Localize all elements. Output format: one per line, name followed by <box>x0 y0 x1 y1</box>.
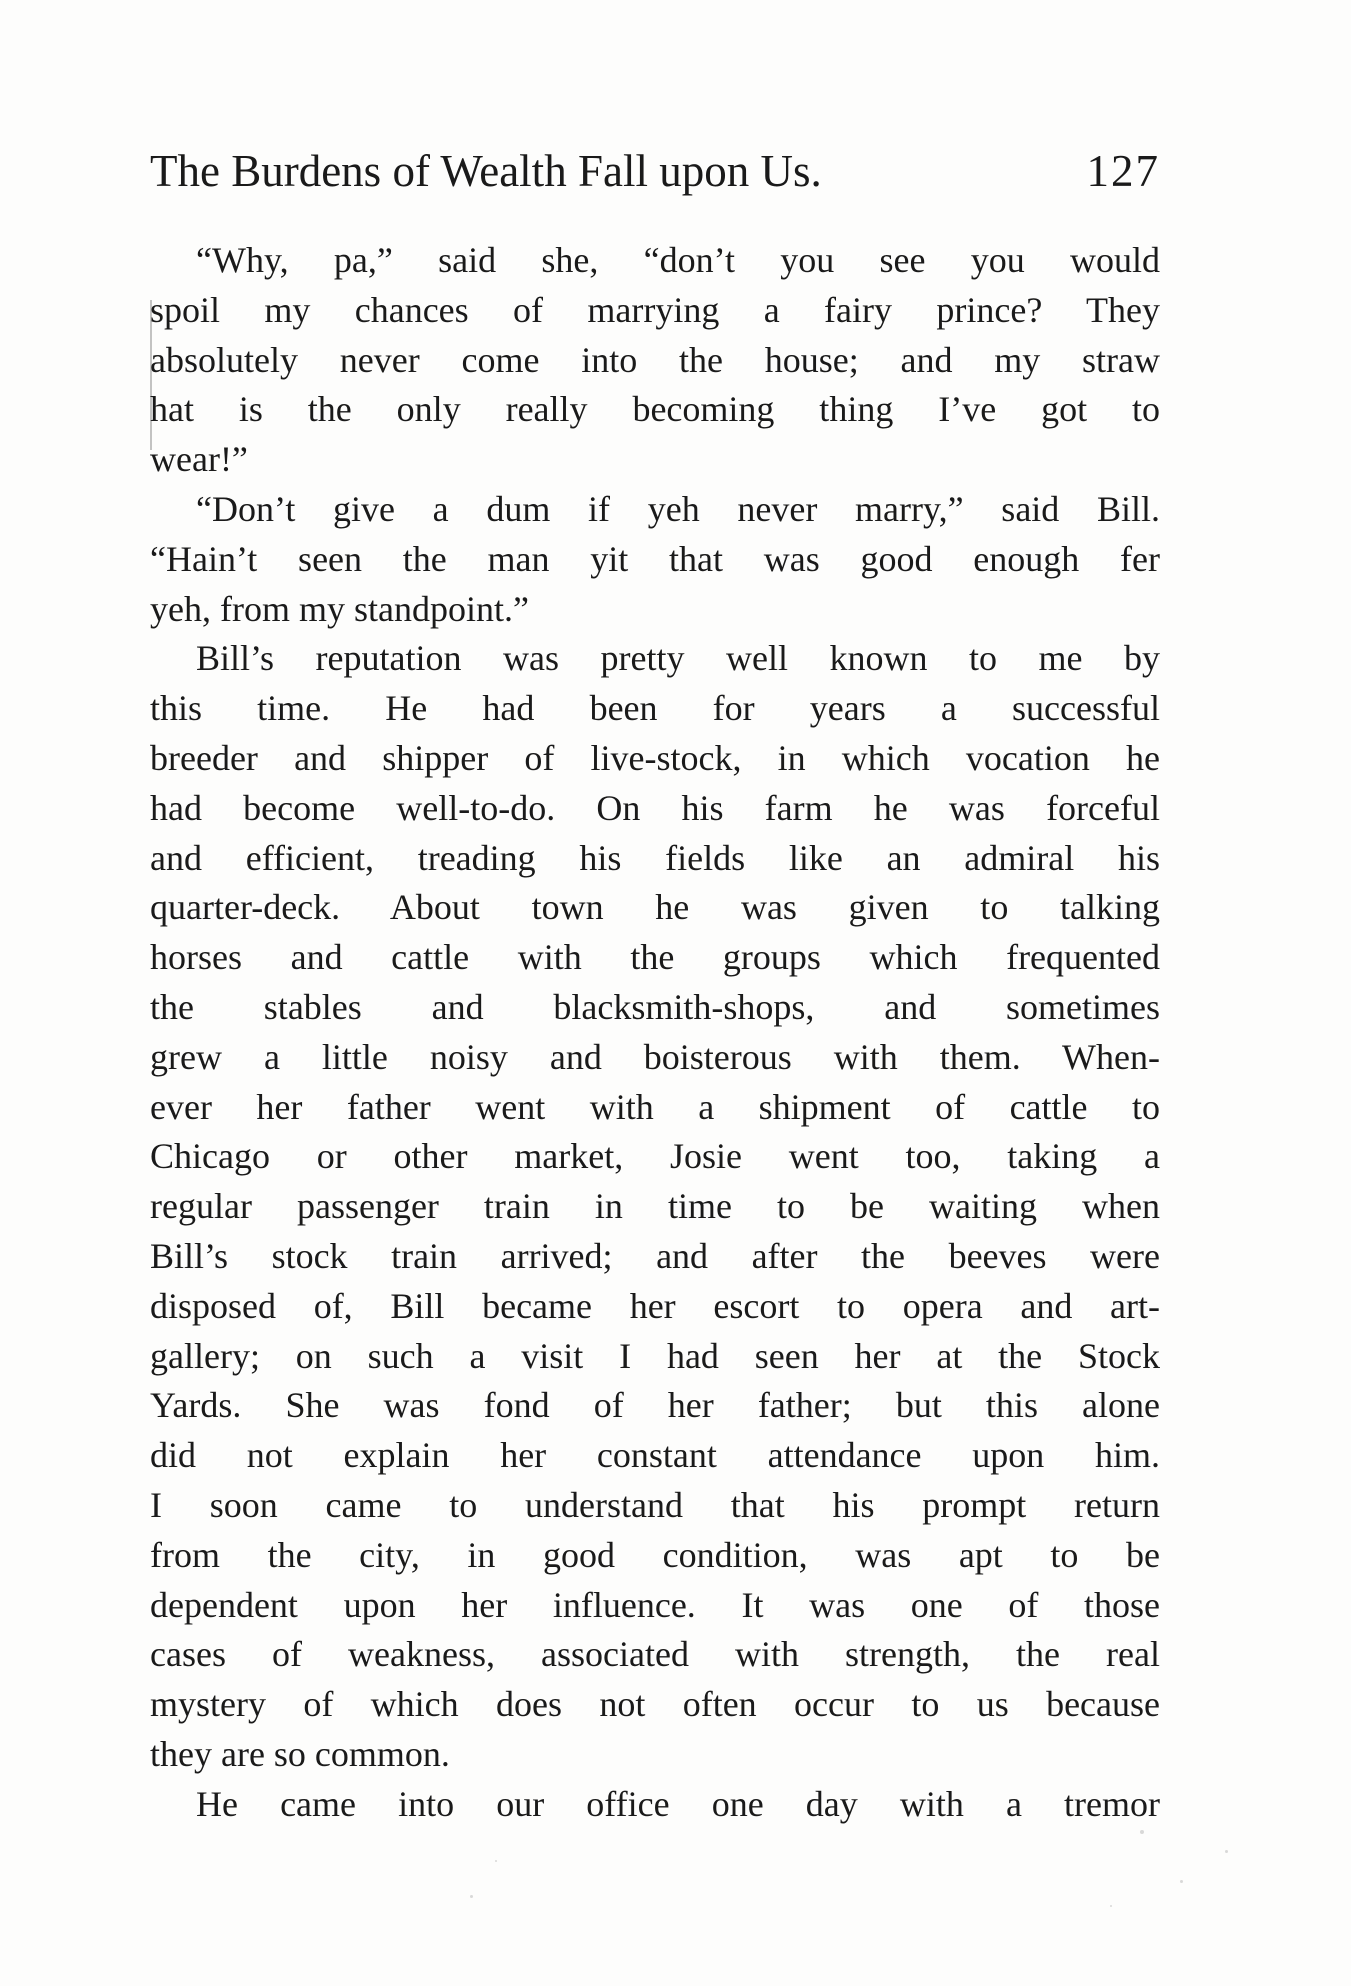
text-line: Yards. She was fond of her father; but this alone <box>150 1385 1160 1426</box>
text-line: ever her father went with a shipment of cattle to <box>150 1086 1160 1127</box>
text-line: breeder and shipper of live-stock, in which vocation he <box>150 737 1160 778</box>
text-line: regular passenger train in time to be waiting when <box>150 1186 1160 1227</box>
text-line: hat is the only really becoming thing I’ve got to <box>150 389 1160 430</box>
text-line: did not explain her constant attendance upon him. <box>150 1435 1160 1476</box>
text-line: cases of weakness, associated with strength, the real <box>150 1634 1160 1675</box>
text-line: “Why, pa,” said she, “don’t you see you would <box>196 240 1160 280</box>
paper-speckle <box>1225 1850 1228 1853</box>
text-line: mystery of which does not often occur to us because <box>150 1684 1160 1725</box>
text-line: He came into our office one day with a tremor <box>196 1783 1160 1824</box>
text-line: Chicago or other market, Josie went too, taking a <box>150 1136 1160 1177</box>
paper-speckle <box>495 1860 497 1862</box>
text-line: this time. He had been for years a successful <box>150 688 1160 729</box>
text-line: I soon came to understand that his prompt return <box>150 1484 1160 1525</box>
text-line: “Hain’t seen the man yit that was good enough fer <box>150 538 1160 579</box>
text-line: dependent upon her influence. It was one of those <box>150 1584 1160 1625</box>
text-line: and efficient, treading his fields like an admiral his <box>150 837 1160 878</box>
text-line: gallery; on such a visit I had seen her at the Stock <box>150 1335 1160 1376</box>
text-line: Bill’s stock train arrived; and after the beeves were <box>150 1235 1160 1276</box>
text-line: absolutely never come into the house; and my straw <box>150 339 1160 380</box>
body-text <box>150 236 1160 1830</box>
text-line: quarter-deck. About town he was given to talking <box>150 887 1160 928</box>
text-line: disposed of, Bill became her escort to opera and art- <box>150 1285 1160 1326</box>
text-line: wear!” <box>150 439 248 480</box>
running-head <box>150 136 1160 206</box>
page-number: 127 <box>1086 146 1160 196</box>
text-line: the stables and blacksmith-shops, and sometimes <box>150 986 1160 1027</box>
chapter-title: The Burdens of Wealth Fall upon Us. <box>150 146 822 196</box>
paper-speckle <box>470 1895 473 1898</box>
text-line: Bill’s reputation was pretty well known to me by <box>196 638 1160 679</box>
text-line: yeh, from my standpoint.” <box>150 588 529 629</box>
text-line: had become well-to-do. On his farm he was forceful <box>150 787 1160 828</box>
text-line: “Don’t give a dum if yeh never marry,” said Bill. <box>196 488 1160 529</box>
paper-speckle <box>1180 1880 1183 1883</box>
text-line: spoil my chances of marrying a fairy prince? They <box>150 289 1160 330</box>
text-line: horses and cattle with the groups which frequented <box>150 937 1160 978</box>
text-line: they are so common. <box>150 1733 450 1774</box>
text-line: from the city, in good condition, was apt to be <box>150 1534 1160 1575</box>
paper-speckle <box>1110 1905 1112 1907</box>
text-line: grew a little noisy and boisterous with them. When- <box>150 1036 1160 1077</box>
paper-speckle <box>1140 1830 1144 1834</box>
